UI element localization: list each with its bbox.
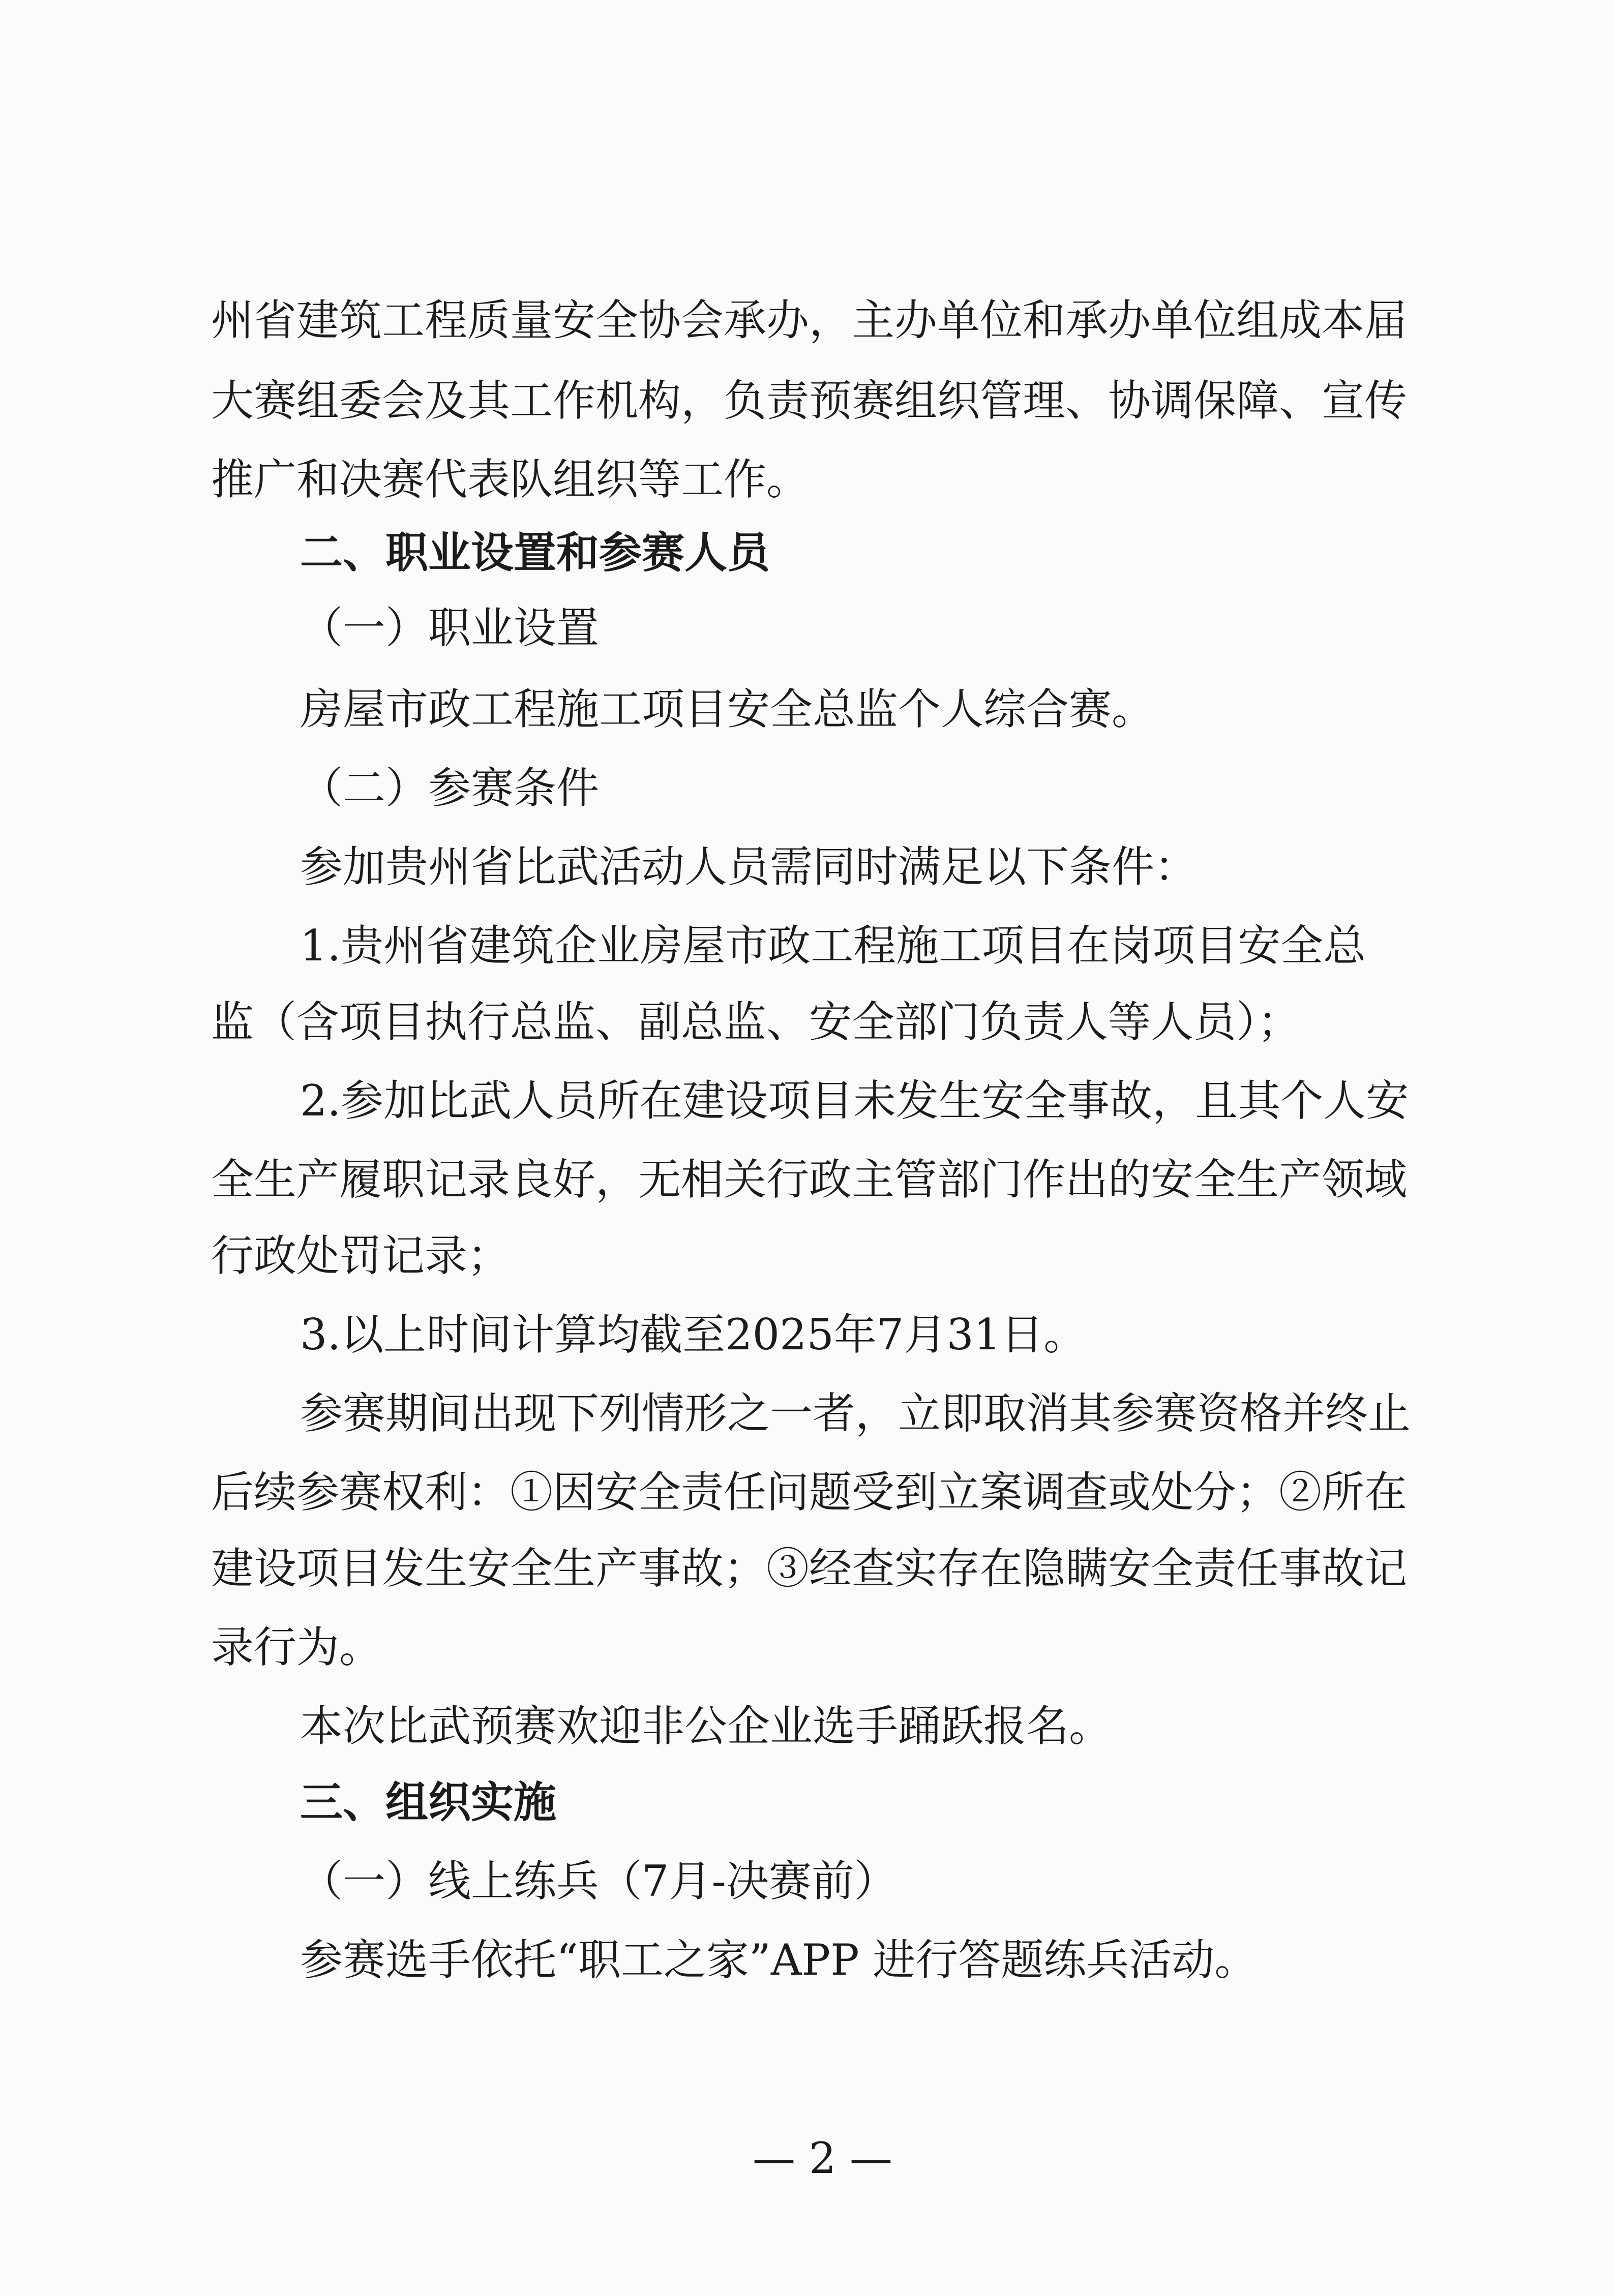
paragraph-line: 参赛期间出现下列情形之一者，立即取消其参赛资格并终止	[300, 1388, 1411, 1438]
list-item-1: 1.贵州省建筑企业房屋市政工程施工项目在岗项目安全总	[300, 921, 1366, 971]
subsection-heading: （二）参赛条件	[300, 763, 600, 813]
subsection-heading: （一）职业设置	[300, 603, 600, 653]
paragraph-line: 大赛组委会及其工作机构，负责预赛组织管理、协调保障、宣传	[211, 376, 1408, 426]
list-item-2: 2.参加比武人员所在建设项目未发生安全事故，且其个人安	[300, 1076, 1409, 1126]
list-item-2-cont: 行政处罚记录；	[211, 1231, 511, 1281]
list-item-2-cont: 全生产履职记录良好，无相关行政主管部门作出的安全生产领域	[211, 1155, 1408, 1204]
section-heading-3: 三、组织实施	[300, 1777, 557, 1827]
list-item-1-cont: 监（含项目执行总监、副总监、安全部门负责人等人员）；	[211, 997, 1301, 1047]
paragraph-line: 后续参赛权利：①因安全责任问题受到立案调查或处分；②所在	[211, 1467, 1408, 1517]
paragraph-line: 州省建筑工程质量安全协会承办，主办单位和承办单位组成本届	[211, 295, 1408, 345]
section-heading-2: 二、职业设置和参赛人员	[300, 528, 770, 578]
paragraph-line: 参赛选手依托“职工之家”APP 进行答题练兵活动。	[300, 1935, 1258, 1985]
paragraph-line: 推广和决赛代表队组织等工作。	[211, 455, 810, 504]
paragraph-line: 录行为。	[211, 1622, 382, 1672]
page-number: — 2 —	[753, 2133, 892, 2183]
paragraph-line: 房屋市政工程施工项目安全总监个人综合赛。	[300, 684, 1155, 734]
paragraph-line: 本次比武预赛欢迎非公企业选手踊跃报名。	[300, 1701, 1112, 1751]
paragraph-line: 参加贵州省比武活动人员需同时满足以下条件：	[300, 842, 1198, 892]
list-item-3: 3.以上时间计算均截至2025年7月31日。	[300, 1310, 1087, 1360]
paragraph-line: 建设项目发生安全生产事故；③经查实存在隐瞒安全责任事故记	[211, 1544, 1408, 1593]
subsection-heading: （一）线上练兵（7月-决赛前）	[300, 1856, 897, 1906]
